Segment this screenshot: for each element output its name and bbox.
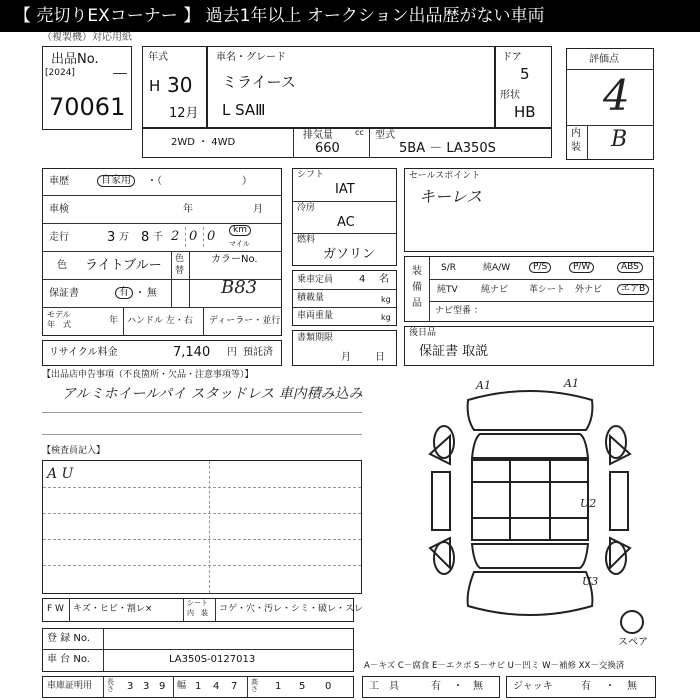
sales-point-label: セールスポイント	[409, 171, 481, 181]
height-1: 1	[275, 681, 282, 692]
note-top: （複製機）対応用紙	[42, 32, 132, 43]
damage-a1-top: A1	[476, 379, 491, 392]
doors-label: ドア	[502, 52, 522, 63]
color-code-label: カラーNo.	[211, 254, 258, 265]
model-year-label-1: モデル	[47, 310, 71, 319]
equip-tv: 純TV	[437, 285, 458, 295]
capacity-value: 4	[359, 274, 366, 285]
model-year-label-2: 年 式	[47, 320, 71, 329]
accessories-label: 後日品	[409, 328, 437, 338]
registration-label: 登 録 No.	[47, 633, 90, 644]
details-table	[42, 168, 282, 336]
equipment-box	[404, 256, 654, 322]
tools-none: 無	[473, 681, 483, 692]
score-value: 4	[603, 71, 630, 120]
recycle-box	[42, 340, 282, 366]
jack-box: ジャッキ 有 ・ 無	[506, 676, 656, 698]
equip-ext-navi: 外ナビ	[575, 285, 603, 295]
spec-column	[292, 168, 397, 266]
score-box	[566, 48, 654, 160]
interior-label-1: 内	[571, 128, 581, 139]
capacity-table	[292, 270, 397, 326]
mileage-d2: 8	[141, 230, 150, 245]
fw-label: F W	[47, 604, 64, 614]
chassis-value: LA350S-0127013	[169, 654, 256, 665]
lot-year-tag: [2024]	[45, 68, 75, 78]
inspector-box	[42, 460, 362, 594]
history-label: 車歴	[49, 176, 69, 187]
year-box	[142, 46, 207, 128]
remarks-value: アルミホイールパイ スタッドレス 車内積み込み	[62, 386, 363, 402]
sales-point-value: キーレス	[419, 187, 483, 206]
shift-label: シフト	[297, 170, 325, 180]
equip-leather: 革シート	[529, 285, 566, 295]
shift-value: IAT	[335, 182, 355, 197]
year-value: 30	[167, 73, 193, 97]
docs-box	[292, 330, 397, 366]
banner-title: 【 売切りEXコーナー 】 過去1年以上 オークション出品歴がない車両	[0, 0, 700, 32]
score-label: 評価点	[589, 54, 619, 65]
seat-items: コゲ・穴・汚レ・シミ・破レ・スレ	[219, 604, 364, 614]
load-unit: kg	[381, 295, 391, 304]
width-3: 7	[231, 681, 238, 692]
equipment-label-1: 装	[412, 266, 422, 277]
accessories-box	[404, 326, 654, 366]
damage-u3: U3	[582, 575, 599, 588]
recycle-note: 預託済	[243, 347, 273, 358]
chassis-label: 車 台 No.	[47, 654, 90, 665]
inspection-year: 年	[183, 204, 193, 215]
tools-has: 有	[431, 681, 441, 692]
weight-label: 車両重量	[297, 311, 334, 321]
ac-label: 冷房	[297, 203, 316, 213]
damage-u2: U2	[580, 497, 597, 510]
height-2: 5	[299, 681, 306, 692]
lot-label: 出品No.	[51, 52, 99, 67]
equip-pw: P/W	[569, 262, 594, 273]
inspector-value: A U	[47, 466, 74, 482]
drive-text: 2WD ・ 4WD	[171, 137, 236, 148]
model-value: 5BA － LA350S	[399, 141, 496, 156]
shape-value: HB	[514, 103, 536, 121]
weight-unit: kg	[381, 313, 391, 322]
warranty-label: 保証書	[49, 288, 79, 299]
color-code: B83	[221, 277, 258, 298]
mileage-d3: 2	[171, 229, 180, 244]
model-year-handle: ハンドル 左・右	[127, 316, 193, 326]
color-label: 色	[57, 260, 67, 271]
height-3: 0	[325, 681, 332, 692]
length-3: 9	[159, 681, 166, 692]
navi-model-label: ナビ型番 ：	[435, 306, 483, 316]
recycle-label: リサイクル料金	[49, 347, 118, 358]
equip-sr: S/R	[441, 263, 456, 273]
equip-navi: 純ナビ	[481, 285, 509, 295]
history-value: 自家用	[97, 175, 135, 187]
equipment-label-3: 品	[412, 298, 422, 309]
interior-score: B	[611, 127, 628, 152]
car-diagram	[410, 378, 660, 648]
seat-label-2: 内 装	[187, 609, 208, 617]
lot-number: 70061	[49, 93, 126, 121]
doors-box	[495, 46, 552, 128]
mileage-u1: 万	[119, 232, 129, 243]
inspection-label: 車検	[49, 204, 69, 215]
capacity-label: 乗車定員	[297, 275, 334, 285]
equip-ps: P/S	[529, 262, 551, 273]
year-month: 12月	[169, 106, 199, 121]
displacement-value: 660	[315, 141, 340, 156]
model-year-year: 年	[109, 316, 119, 326]
year-era: H	[149, 77, 161, 95]
recycle-unit: 円	[227, 347, 237, 358]
length-2: 3	[143, 681, 150, 692]
car-name: ミライース	[222, 73, 296, 91]
width-label: 幅	[177, 681, 187, 691]
docs-month: 月	[341, 352, 351, 363]
fw-seat-row	[42, 598, 364, 622]
jack-has: 有	[581, 681, 591, 692]
model-year-dealer: ディーラー・並行	[209, 316, 281, 326]
color-change-1: 色	[175, 254, 185, 264]
remarks-label: 【出品店申告事項（不良箇所・欠品・注意事項等）】	[42, 370, 254, 380]
load-label: 積載量	[297, 293, 325, 303]
equip-airbag: エアB	[617, 284, 649, 295]
height-label: 高さ	[251, 678, 258, 693]
lot-box	[42, 46, 132, 130]
mileage-label: 走行	[49, 232, 69, 243]
damage-a1-right: A1	[564, 377, 579, 390]
certificate-label: 車庫証明用	[47, 681, 93, 691]
mileage-mile: マイル	[229, 240, 250, 248]
registration-table	[42, 628, 354, 672]
tools-label: 工 具	[369, 681, 399, 692]
inspection-month: 月	[253, 204, 263, 215]
length-label: 長さ	[107, 678, 114, 693]
mileage-u2: 千	[153, 232, 163, 243]
equipment-label-2: 備	[412, 282, 422, 293]
color-value: ライトブルー	[85, 258, 162, 273]
model-label: 型式	[375, 130, 395, 141]
capacity-unit: 名	[379, 274, 389, 285]
year-label: 年式	[148, 52, 168, 63]
displacement-unit: cc	[355, 128, 364, 137]
car-box	[207, 46, 495, 128]
car-label: 車名・グレード	[216, 52, 286, 63]
history-rest: ・（ ）	[147, 176, 252, 187]
fuel-value: ガソリン	[323, 247, 376, 262]
shape-label: 形状	[500, 90, 520, 101]
doors-value: 5	[520, 65, 530, 83]
spec-row	[142, 128, 552, 158]
interior-label-2: 装	[571, 142, 581, 153]
mileage-d5: 0	[207, 229, 216, 244]
mileage-km: km	[229, 225, 251, 236]
warranty-sep: ・	[135, 288, 145, 299]
ac-value: AC	[337, 215, 355, 230]
recycle-value: 7,140	[173, 345, 211, 360]
docs-day: 日	[375, 352, 385, 363]
tools-box: 工 具 有 ・ 無	[362, 676, 500, 698]
car-grade: L SAⅢ	[222, 101, 266, 119]
equip-aw: 純A/W	[483, 263, 511, 273]
length-1: 3	[127, 681, 134, 692]
jack-none: 無	[627, 681, 637, 692]
equip-abs: ABS	[617, 262, 643, 273]
fw-items: キズ・ヒビ・割レ×	[73, 604, 153, 614]
warranty-none: 無	[147, 288, 157, 299]
color-change-2: 替	[175, 266, 185, 276]
accessories-value: 保証書 取説	[419, 344, 489, 359]
damage-legend: A－キズ C－腐食 E－エクボ S－サビ U－凹ミ W－補修 XX－交換済	[364, 661, 625, 671]
fuel-label: 燃料	[297, 235, 316, 245]
sales-point-box	[404, 168, 654, 252]
width-1: 1	[195, 681, 202, 692]
displacement-label: 排気量	[303, 130, 333, 141]
jack-label: ジャッキ	[513, 681, 553, 692]
certificate-row	[42, 676, 354, 698]
seat-label-1: シート	[187, 599, 208, 607]
mileage-d1: 3	[107, 230, 116, 245]
spare-label: スペア	[618, 637, 648, 648]
width-2: 4	[213, 681, 220, 692]
docs-label: 書類期限	[297, 333, 334, 343]
inspector-label: 【検査員記入】	[42, 446, 106, 456]
warranty-has: 有	[115, 287, 133, 299]
mileage-d4: 0	[189, 229, 198, 244]
